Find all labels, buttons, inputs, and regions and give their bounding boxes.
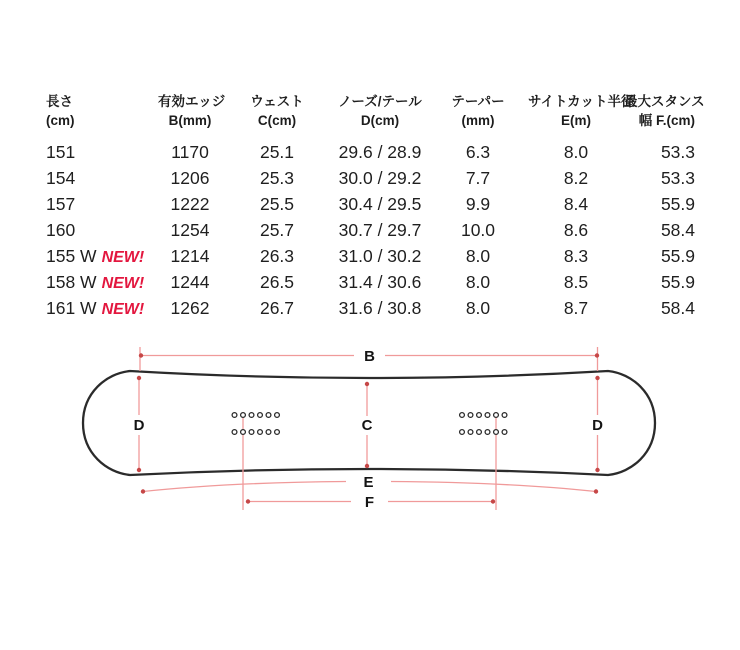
stance-cell: 55.9 [660,271,695,292]
edge-cell: 1206 [170,167,210,188]
length-cell [46,165,158,191]
snowboard-dimension-diagram [0,340,740,540]
taper-cell: 6.3 [465,141,491,162]
taper-cell: 8.0 [465,245,491,266]
sidecut-cell: 8.2 [563,167,589,188]
col-header-max-stance [624,92,705,139]
length-value: 154 [46,167,76,188]
length-value: 157 [46,193,76,214]
header-line: 長さ [46,94,73,109]
dim-e [141,474,598,494]
stance-cell: 53.3 [660,141,695,162]
length-value: 161 W [46,297,97,318]
header-line: (mm) [461,113,495,128]
dim-b [139,347,599,371]
dim-f [246,494,495,511]
edge-cell: 1244 [170,271,210,292]
sidecut-cell: 8.3 [563,245,589,266]
header-line: ウェスト [250,94,304,109]
taper-cell: 8.0 [465,271,491,292]
col-header-sidecut-radius [528,92,635,139]
new-badge: NEW! [101,274,145,292]
header-row [46,92,695,139]
header-line: (cm) [46,113,75,128]
length-value: 160 [46,219,76,240]
sidecut-cell: 8.6 [563,219,589,240]
new-badge: NEW! [101,248,145,266]
table-row [46,191,695,217]
sidecut-cell: 8.5 [563,271,589,292]
length-cell [46,295,158,321]
length-value: 151 [46,141,76,162]
stance-cell: 58.4 [660,297,695,318]
col-header-nose-tail [332,92,428,139]
col-header-length [46,92,158,139]
header-line: 最大スタンス [624,94,705,109]
table-row [46,243,695,269]
sidecut-cell: 8.4 [563,193,589,214]
length-cell [46,191,158,217]
nose-tail-cell: 30.4 / 29.5 [338,193,422,214]
stance-cell: 55.9 [660,193,695,214]
edge-cell: 1214 [170,245,210,266]
new-badge: NEW! [101,300,145,318]
taper-cell: 10.0 [460,219,496,240]
waist-cell: 26.7 [259,297,295,318]
waist-cell: 25.3 [259,167,295,188]
label-e: E [363,474,374,491]
label-c: C [361,417,373,434]
header-line: テーパー [451,94,505,109]
nose-tail-cell: 30.7 / 29.7 [338,219,422,240]
table-row [46,269,695,295]
waist-cell: 25.7 [259,219,295,240]
col-header-taper [428,92,528,139]
sidecut-cell: 8.0 [563,141,589,162]
length-cell [46,139,158,165]
edge-cell: 1254 [170,219,210,240]
header-line: 幅 F.(cm) [638,113,695,128]
header-line: B(mm) [168,113,212,128]
col-header-waist [222,92,332,139]
sidecut-cell: 8.7 [563,297,589,318]
edge-cell: 1222 [170,193,210,214]
table-row [46,217,695,243]
label-f: F [364,494,375,511]
header-line: C(cm) [257,113,297,128]
waist-cell: 25.5 [259,193,295,214]
header-line: ノーズ/テール [338,94,422,109]
length-cell [46,269,158,295]
nose-tail-cell: 31.6 / 30.8 [338,297,422,318]
nose-tail-cell: 29.6 / 28.9 [338,141,422,162]
table-row [46,295,695,321]
label-d-right: D [592,417,603,434]
label-b: B [364,348,375,365]
edge-cell: 1262 [170,297,210,318]
length-value: 155 W [46,245,97,266]
header-line: D(cm) [360,113,400,128]
nose-tail-cell: 31.4 / 30.6 [338,271,422,292]
waist-cell: 25.1 [259,141,295,162]
spec-table [46,92,705,321]
nose-tail-cell: 30.0 / 29.2 [338,167,422,188]
waist-cell: 26.5 [259,271,295,292]
taper-cell: 7.7 [465,167,491,188]
waist-cell: 26.3 [259,245,295,266]
table-row [46,139,695,165]
header-line: サイトカット半径 [528,94,635,109]
edge-cell: 1170 [171,141,209,162]
label-d-left: D [133,417,145,434]
length-cell [46,243,158,269]
length-cell [46,217,158,243]
stance-cell: 55.9 [660,245,695,266]
taper-cell: 8.0 [465,297,491,318]
nose-tail-cell: 31.0 / 30.2 [338,245,422,266]
header-line: E(m) [561,113,591,128]
header-line: 有効エッジ [158,94,226,109]
length-value: 158 W [46,271,97,292]
col-header-effective-edge [158,92,226,139]
table-row [46,165,695,191]
taper-cell: 9.9 [465,193,491,214]
stance-cell: 58.4 [660,219,695,240]
stance-cell: 53.3 [660,167,695,188]
